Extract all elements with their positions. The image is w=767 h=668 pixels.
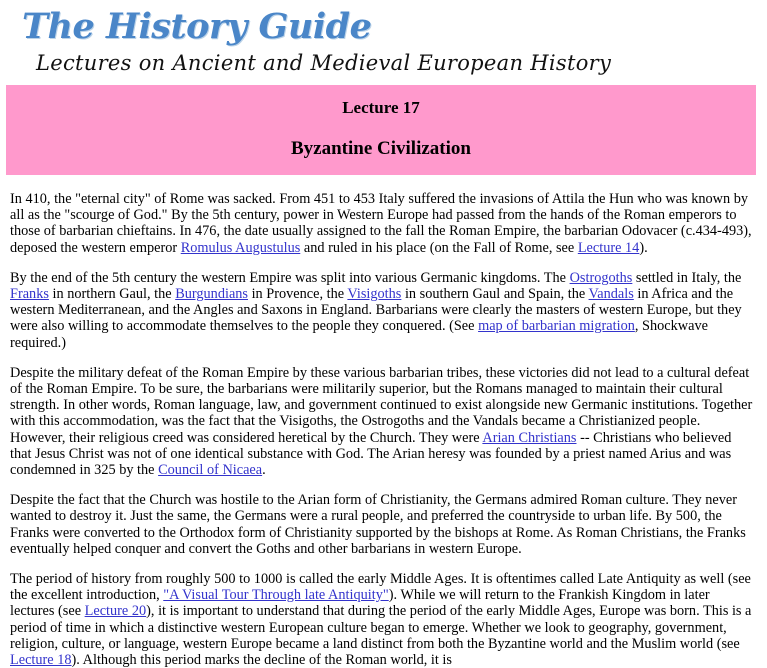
link-burgundians[interactable]: Burgundians <box>175 286 248 303</box>
link-lecture-20[interactable]: Lecture 20 <box>84 603 147 620</box>
paragraph-4 <box>10 492 755 557</box>
link-visual-tour-late-antiquity[interactable]: "A Visual Tour Through late Antiquity" <box>163 587 389 604</box>
text-run: and ruled in his place (on the Fall of Rome, see <box>300 239 578 256</box>
link-lecture-14[interactable]: Lecture 14 <box>577 239 640 256</box>
link-vandals[interactable]: Vandals <box>588 286 634 303</box>
text-run: Despite the military defeat of the Roman Empire by these various barbarian tribes, these victories did not lead to a cultural defeat of the Roman Empire. To be sure, the barbarians were militarily superior, but the Romans managed to maintain their cultural strength. In other words, Roman language, law, and government continued to exist alongside new Germanic institutions. Together with this accommodation, was the fact that the Visigoths, the Ostrogoths and the Vandals became a Christianized people. However, their religious creed was considered heretical by the Church. They were <box>10 364 753 446</box>
paragraph-1 <box>10 191 755 256</box>
text-run: ). While we will return to the Frankish Kingdom in later lectures (see <box>10 587 710 620</box>
paragraph-3 <box>10 365 755 478</box>
text-run: ). Although this period marks the decline of the Roman world, it is <box>71 652 452 668</box>
page-title: Byzantine Civilization <box>291 138 471 159</box>
text-run: , Shockwave required.) <box>10 318 708 351</box>
text-run: In 410, the "eternal city" of Rome was sacked. From 451 to 453 Italy suffered the invasions of Attila the Hun who was known by all as the "scourge of God." By the 5th century, power in Western Europe had passed from the hands of the Roman emperors to those of barbarian chieftains. In 476, the date usually assigned to the fall the Roman Empire, the barbarian Odovacer (c.434-493), deposed the western emperor <box>10 191 752 256</box>
text-run: ). <box>639 239 648 256</box>
link-lecture-18[interactable]: Lecture 18 <box>10 652 72 668</box>
link-visigoths[interactable]: Visigoths <box>347 286 402 303</box>
site-masthead <box>0 0 767 78</box>
text-run: in Provence, the <box>248 286 348 303</box>
text-run: By the end of the 5th century the western Empire was split into various Germanic kingdoms. The <box>10 269 570 286</box>
text-run: in southern Gaul and Spain, the <box>401 286 589 303</box>
paragraph-5 <box>10 571 755 668</box>
text-run: ), it is important to understand that during the period of the early Middle Ages, Europe was born. This is a period of time in which a distinctive western European culture began to emerge. Whether we look to geography, government, religion, culture, or language, western Europe became a land distinct from both the Byzantine world and the Muslim world (see <box>10 603 752 652</box>
text-run: in Africa and the western Mediterranean, and the Angles and Saxons in England. Barbarians were clearly the masters of western Europe, but they were also willing to accommodate themselves to the people they conquered. (See <box>10 286 742 335</box>
lecture-body <box>0 191 767 668</box>
link-ostrogoths[interactable]: Ostrogoths <box>569 269 633 286</box>
text-run: The period of history from roughly 500 to 1000 is called the early Middle Ages. It is oftentimes called Late Antiquity as well (see the excellent introduction, <box>10 571 751 604</box>
site-subtitle: Lectures on Ancient and Medieval European History <box>36 51 612 75</box>
link-map-of-barbarian-migration[interactable]: map of barbarian migration <box>478 318 635 335</box>
text-run: . <box>262 462 266 479</box>
lecture-banner <box>6 85 756 175</box>
text-run: -- Christians who believed that Jesus Christ was not of one identical substance with God. The Arian heresy was founded by a priest named Arius and was condemned in 325 by the <box>10 429 732 479</box>
link-council-of-nicaea[interactable]: Council of Nicaea <box>158 462 263 479</box>
link-romulus-augustulus[interactable]: Romulus Augustulus <box>180 239 301 256</box>
paragraph-2 <box>10 270 755 351</box>
text-run: Despite the fact that the Church was hostile to the Arian form of Christianity, the Germans admired Roman culture. They never wanted to destroy it. Just the same, the Germans were a rural people, and preferred the countryside to urban life. By 500, the Franks were converted to the Orthodox form of Christianity supported by the bishops at Rome. As Roman Christians, the Franks eventually helped conquer and convert the Goths and other barbarians in western Europe. <box>10 492 746 557</box>
site-title: The History Guide <box>22 6 372 47</box>
text-run: in northern Gaul, the <box>48 286 176 303</box>
link-arian-christians[interactable]: Arian Christians <box>482 429 577 446</box>
text-run: settled in Italy, the <box>632 269 742 286</box>
link-franks[interactable]: Franks <box>10 286 49 303</box>
lecture-number: Lecture 17 <box>342 98 420 117</box>
